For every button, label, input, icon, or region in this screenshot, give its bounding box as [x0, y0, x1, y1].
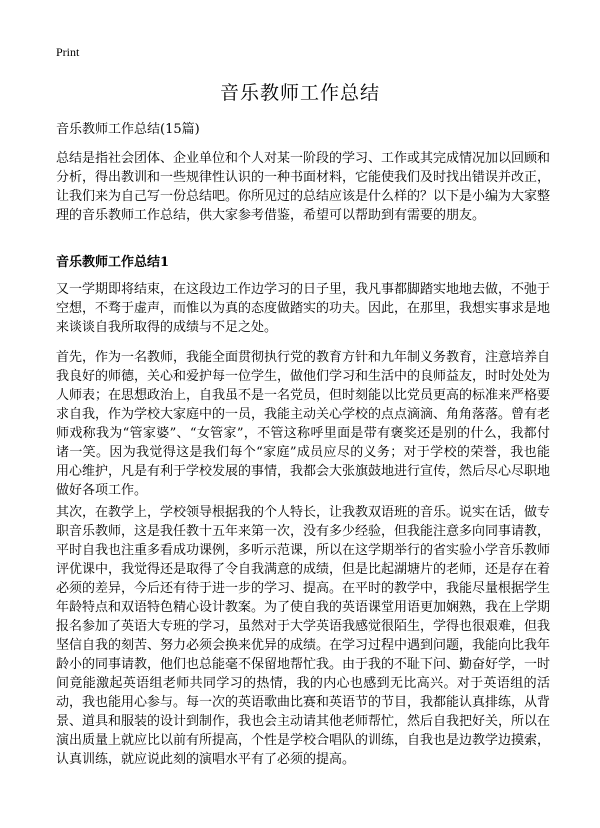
- page-title: 音乐教师工作总结: [219, 82, 380, 104]
- intro-paragraph: 总结是指社会团体、企业单位和个人对某一阶段的学习、工作或其完成情况加以回顾和分析，得出教训和一些规律性认识的一种书面材料，它能使我们及时找出错误并改正，让我们来为自己写一份总结吧。你所见过的总结应该是什么样的？以下是小编为大家整理的音乐教师工作总结，供大家参考借鉴，希望可以帮助到有需要的朋友。: [56, 151, 551, 223]
- body-paragraph: 又一学期即将结束，在这段边工作边学习的日子里，我凡事都脚踏实地地去做，不弛于空想，不骛于虚声，而惟以为真的态度做踏实的功夫。因此，在那里，我想实事求是地来谈谈自我所取得的成绩与不足之处。: [56, 282, 551, 335]
- section-heading: 音乐教师工作总结1: [56, 255, 170, 270]
- body-paragraph: 首先，作为一名教师，我能全面贯彻执行党的教育方针和九年制义务教育，注意培养自我良好的师德，关心和爱护每一位学生，做他们学习和生活中的良师益友，时时处处为人师表；在思想政治上，自我虽不是一名党员，但时刻能以比党员更高的标准来严格要求自我，作为学校大家庭中的一员，我能主动关心学校的点点滴滴、角角落落。曾有老师戏称我为“管家婆”、“女管家”，不管这称呼里面是带有褒奖还是别的什么，我都付诸一笑。因为我觉得这是我们每个“家庭”成员应尽的义务；对于学校的荣誉，我也能用心维护，凡是有利于学校发展的事情，我都会大张旗鼓地进行宣传，然后尽心尽职地做好各项工作。: [56, 350, 551, 498]
- body-paragraph: 其次，在教学上，学校领导根据我的个人特长，让我教双语班的音乐。说实在话，做专职音乐教师，这是我任教十五年来第一次，没有多少经验，但我能注意多向同事请教，平时自我也注重多看成功课例，多听示范课，所以在这学期举行的省实验小学音乐教师评优课中，我觉得还是取得了令自我满意的成绩，但是比起湖塘片的老师，还是存在着必须的差异，今后还有待于进一步的学习、提高。在平时的教学中，我能尽量根据学生年龄特点和双语特色精心设计教案。为了使自我的英语课堂用语更加娴熟，我在上学期报名参加了英语大专班的学习，虽然对于大学英语我感觉很陌生，学得也很艰难，但我坚信自我的刻苦、努力必须会换来优异的成绩。在学习过程中遇到问题，我能向比我年龄小的同事请教，他们也总能毫不保留地帮忙我。由于我的不耻下问、勤奋好学，一时间竟能激起英语组老师共同学习的热情，我的内心也感到无比高兴。对于英语组的活动，我也能用心参与。每一次的英语歌曲比赛和英语节的节目，我都能认真排练，从背景、道具和服装的设计到制作，我也会主动请其他老师帮忙，然后自我把好关，所以在演出质量上就应比以前有所提高，个性是学校合唱队的训练，自我也是边教学边摸索，认真训练，就应说此刻的演唱水平有了必须的提高。: [56, 505, 551, 767]
- print-link[interactable]: Print: [56, 45, 80, 59]
- document-subtitle: 音乐教师工作总结(15篇): [56, 122, 200, 137]
